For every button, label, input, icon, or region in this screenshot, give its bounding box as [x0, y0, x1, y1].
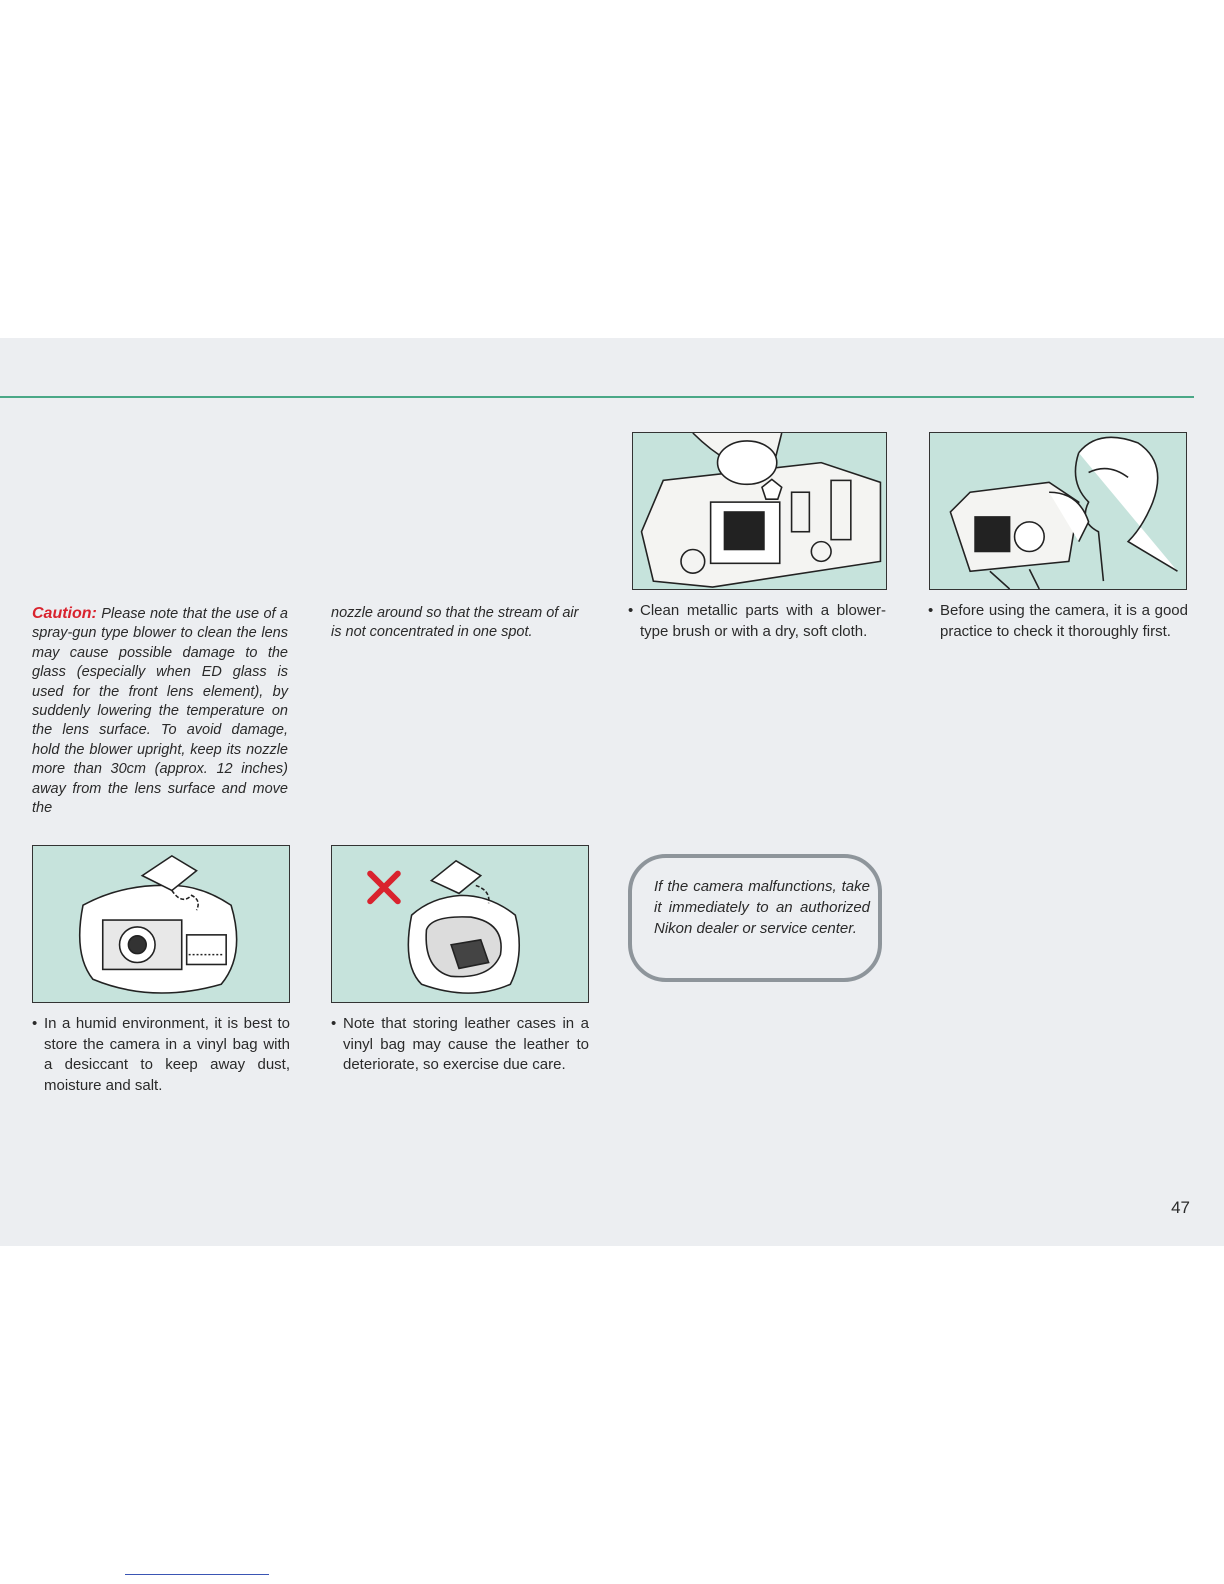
malfunction-notice-text: If the camera malfunctions, take it immediately to an authorized Nikon dealer or service center. [654, 878, 870, 937]
blower-brush-illustration [632, 432, 887, 590]
header-rule [0, 396, 1194, 398]
bullet-before-using: • Before using the camera, it is a good practice to check it thoroughly first. [928, 601, 1188, 642]
camera-check-illustration [929, 432, 1187, 590]
manual-page [0, 338, 1224, 1246]
vinyl-bag-desiccant-illustration [32, 845, 290, 1003]
bullet-clean-metallic: • Clean metallic parts with a blower-type brush or with a dry, soft cloth. [628, 601, 886, 642]
caution-text: Please note that the use of a spray-gun type blower to clean the lens may cause possible damage to the glass (especially when ED glass is used for the front lens element), by suddenly lowering the temperature on the lens surface. To avoid damage, hold the blower upright, keep its nozzle more than 30cm (approx. 12 inches) away from the lens surface and move the [32, 606, 289, 817]
cross-icon [370, 874, 398, 902]
caution-label: Caution: [32, 605, 97, 622]
bullet-leather-cases: • Note that storing leather cases in a vinyl bag may cause the leather to deteriorate, so exercise due care. [331, 1014, 589, 1076]
bullet-humid-environment: • In a humid environment, it is best to store the camera in a vinyl bag with a desiccant to keep away dust, moisture and salt. [32, 1014, 290, 1096]
leather-case-bag-illustration [331, 845, 589, 1003]
caution-paragraph [32, 604, 288, 818]
caution-continued: nozzle around so that the stream of air is not concentrated in one spot. [331, 605, 579, 641]
malfunction-notice-box [628, 854, 882, 982]
footer-link-line [125, 1574, 269, 1575]
page-number: 47 [1171, 1198, 1190, 1217]
